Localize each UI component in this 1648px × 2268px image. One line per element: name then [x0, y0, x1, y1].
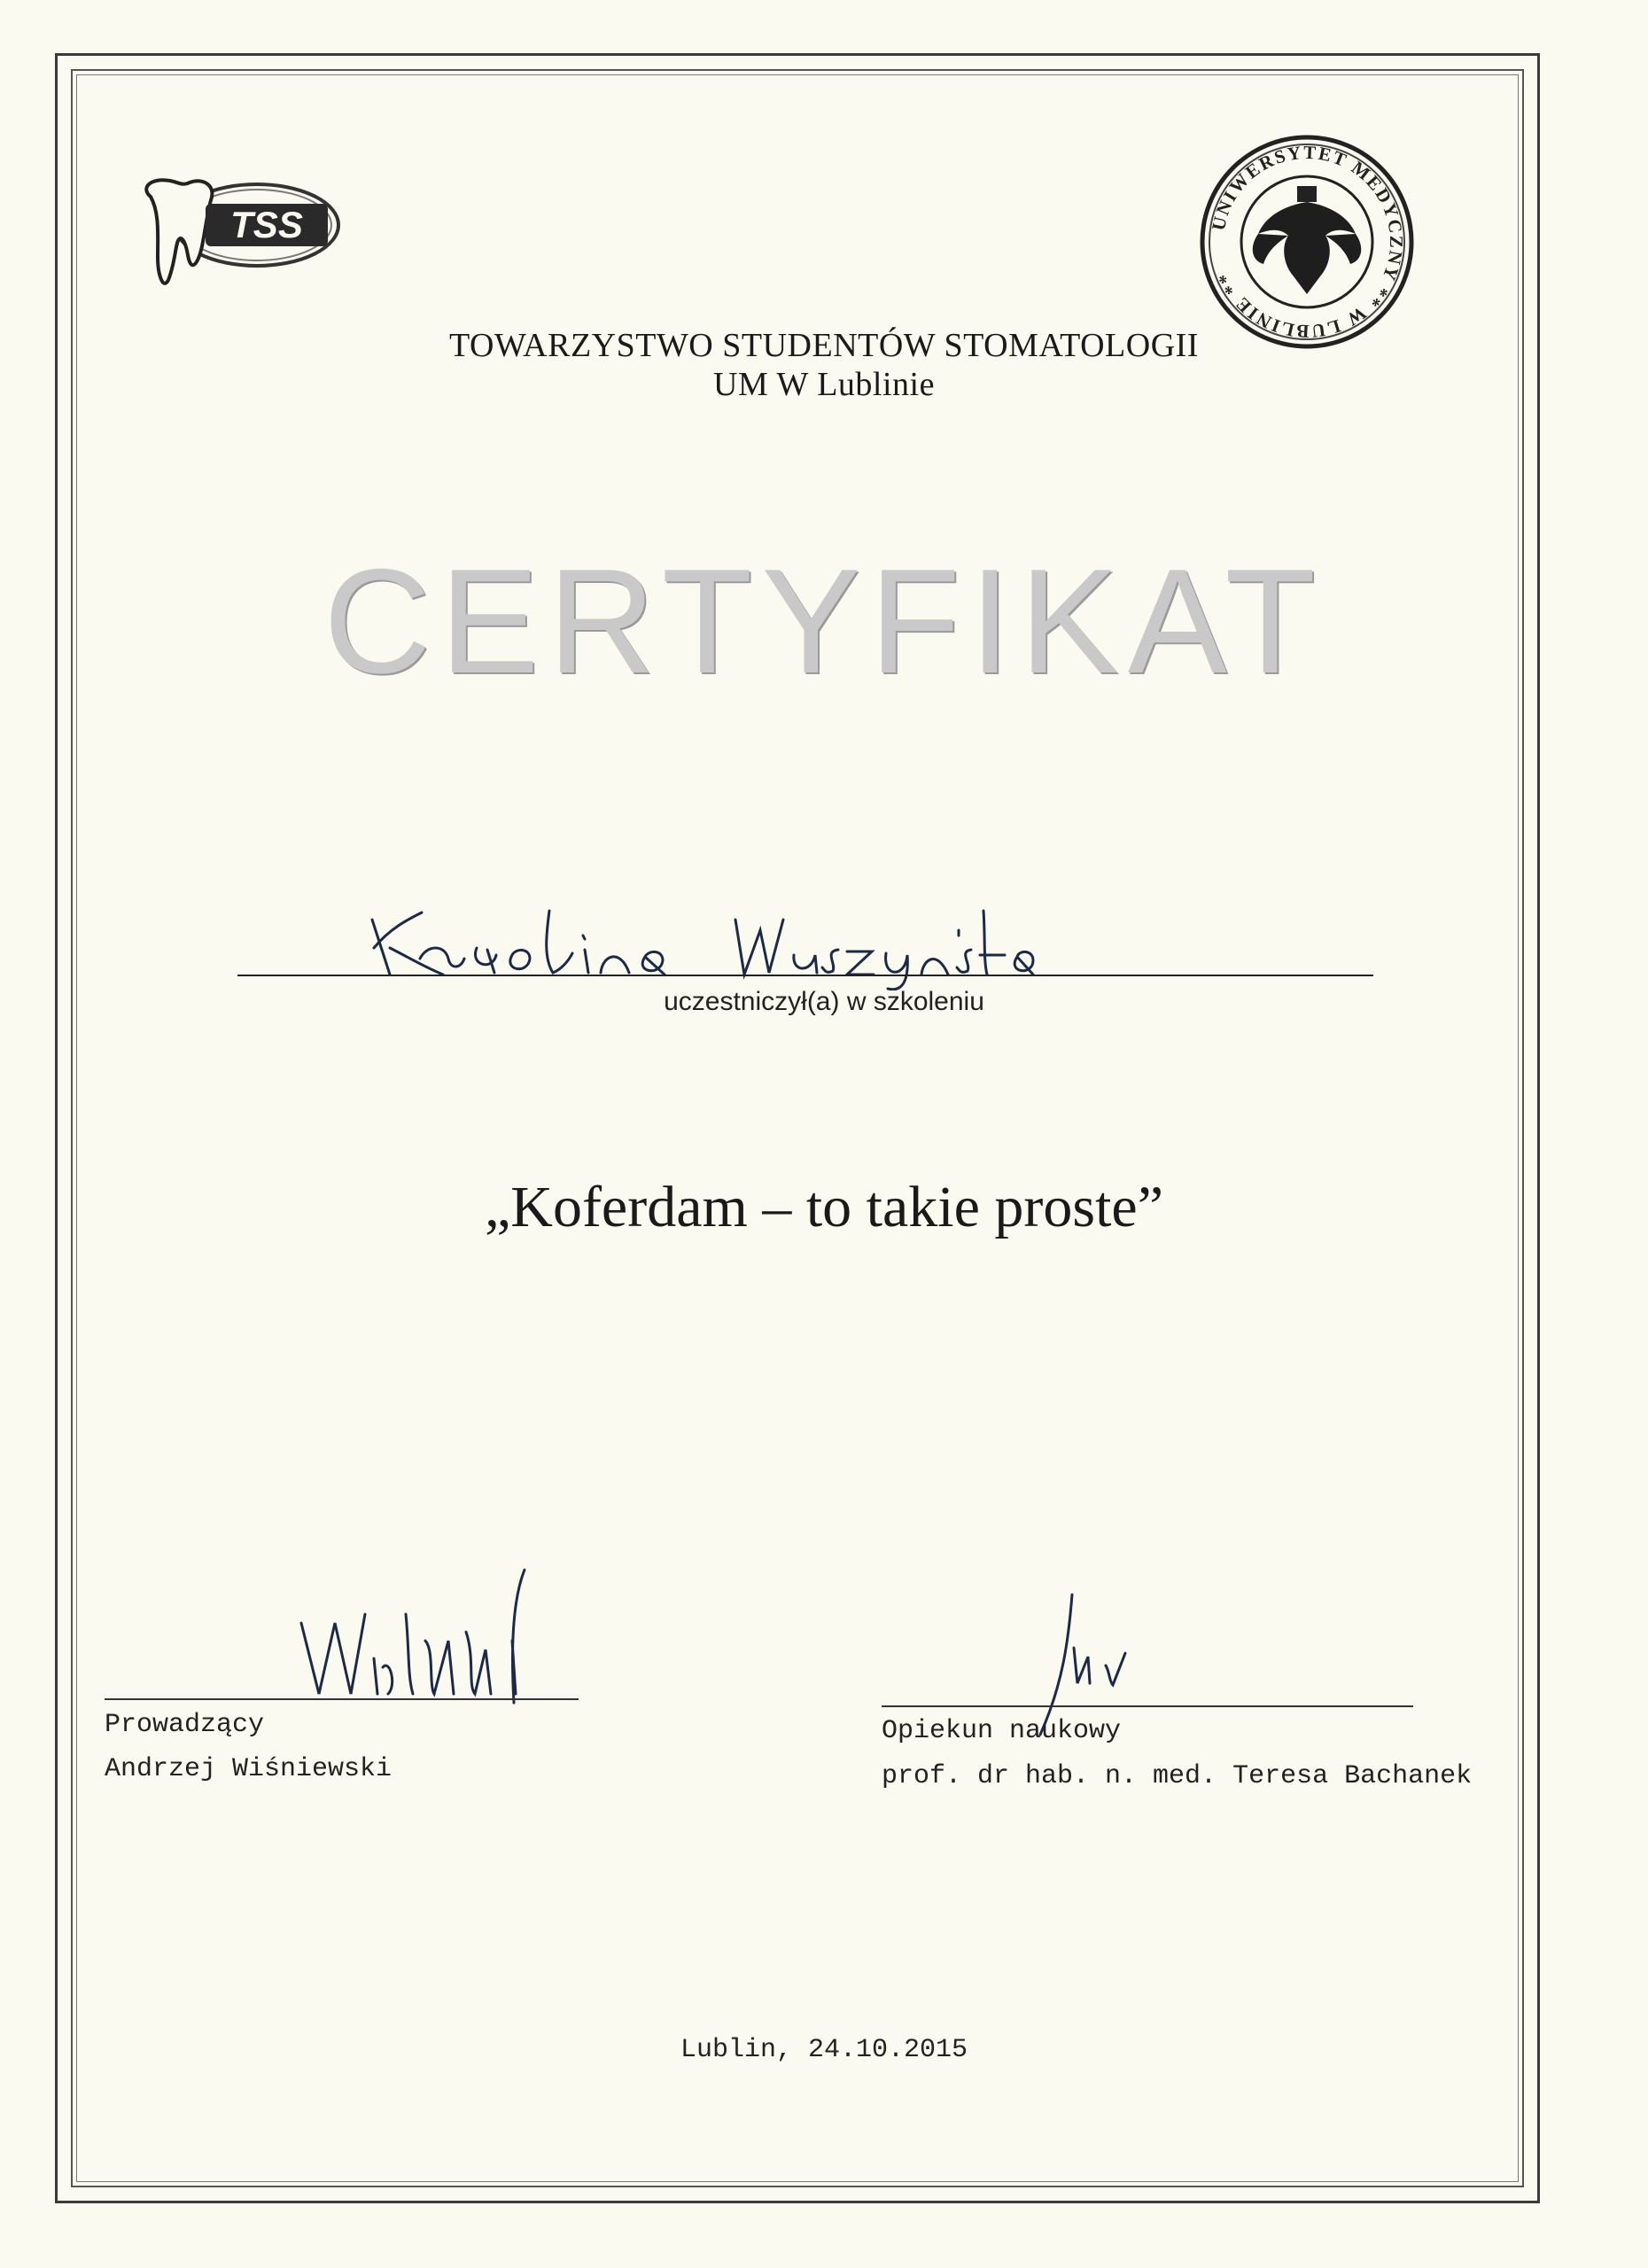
- instructor-role: Prowadzący: [105, 1710, 265, 1740]
- supervisor-name: prof. dr hab. n. med. Teresa Bachanek: [882, 1761, 1473, 1791]
- organization-subtitle: UM W Lublinie: [713, 366, 935, 403]
- participation-text: uczestniczył(a) w szkoleniu: [664, 987, 984, 1016]
- certificate-title: CERTYFIKAT: [323, 538, 1325, 704]
- university-seal: [1196, 131, 1418, 353]
- eagle-emblem: [1253, 186, 1362, 294]
- course-title: „Koferdam – to takie proste”: [484, 1175, 1164, 1239]
- left-signature: [292, 1561, 558, 1712]
- right-signature: [1028, 1586, 1170, 1736]
- recipient-name: Karolina Muszyńska: [363, 893, 371, 894]
- place-and-date: Lublin, 24.10.2015: [680, 2035, 968, 2065]
- supervisor-role: Opiekun naukowy: [882, 1716, 1122, 1746]
- left-signature-line: [105, 1698, 579, 1700]
- name-underline: [237, 975, 1373, 976]
- seal-text: UNIWERSYTET MEDYCZNY ** W LUBLINIE **: [1207, 141, 1408, 343]
- instructor-name: Andrzej Wiśniewski: [105, 1754, 393, 1784]
- organization-name: TOWARZYSTWO STUDENTÓW STOMATOLOGII: [449, 327, 1199, 364]
- tss-logo: [124, 170, 354, 303]
- right-signature-line: [882, 1705, 1413, 1707]
- tss-logo-text: TSS: [230, 204, 303, 245]
